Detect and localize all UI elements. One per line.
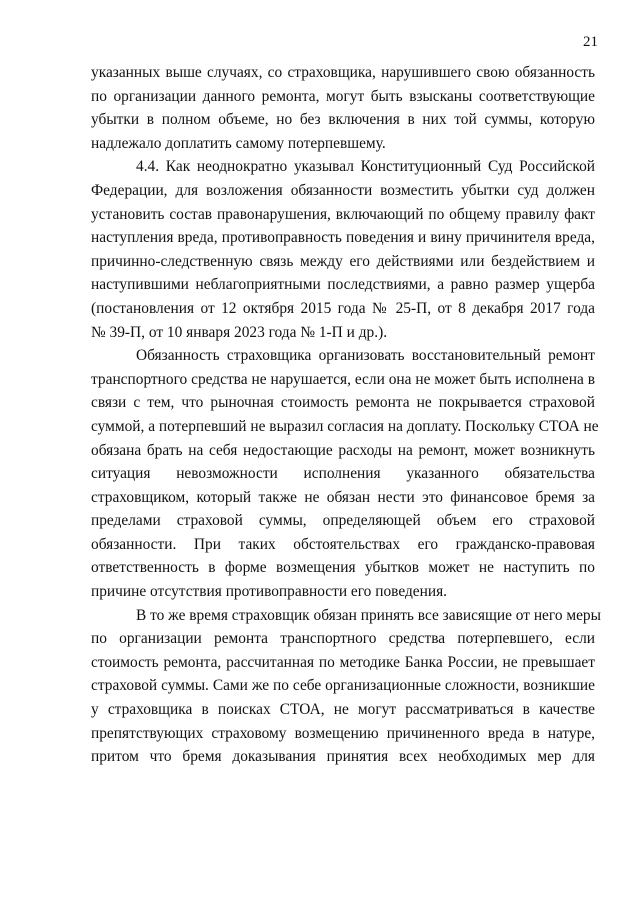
text-line: ответственность в форме возмещения убытков может не наступить по [91,559,595,577]
text-line: обязана брать на себя недостающие расходы на ремонт, может возникнуть [91,441,595,459]
text-line: у страховщика в поисках СТОА, не могут рассматриваться в качестве [91,701,595,719]
paragraph [91,61,595,155]
page-number: 21 [583,34,598,50]
text-line: пределами страховой суммы, определяющей объем его страховой [91,512,595,530]
text-line: обязанности. При таких обстоятельствах его гражданско-правовая [91,535,595,553]
text-line: № 39-П, от 10 января 2023 года № 1-П и др.). [91,323,388,341]
paragraph [91,344,599,604]
text-line: по организации ремонта транспортного средства потерпевшего, если [91,630,595,648]
text-line: по организации данного ремонта, могут быть взысканы соответствующие [91,87,595,105]
text-line: притом что бремя доказывания принятия всех необходимых мер для [91,748,595,766]
text-line: (постановления от 12 октября 2015 года № 25-П, от 8 декабря 2017 года [91,299,595,317]
text-line: суммой, а потерпевший не выразил согласия на доплату. Поскольку СТОА не [91,417,599,435]
text-line: Федерации, для возложения обязанности возместить убытки суд должен [91,181,595,199]
text-line: указанных выше случаях, со страховщика, нарушившего свою обязанность [91,64,595,81]
text-line: установить состав правонарушения, включающий по общему правилу факт [91,205,595,223]
text-line: Обязанность страховщика организовать восстановительный ремонт [136,347,595,365]
text-line: стоимость ремонта, рассчитанная по методике Банка России, не превышает [91,653,595,671]
text-line: связи с тем, что рыночная стоимость ремонта не покрывается страховой [91,394,595,412]
text-line: ситуация невозможности исполнения указанного обязательства [91,465,595,483]
paragraph [91,604,601,769]
text-line: В то же время страховщик обязан принять все зависящие от него меры [136,606,601,624]
text-line: убытки в полном объеме, но без включения в них той суммы, которую [91,111,595,129]
document-body [91,61,601,769]
text-line: надлежало доплатить самому потерпевшему. [91,134,386,152]
text-line: причинно-следственную связь между его действиями или бездействием и [91,252,595,270]
text-line: транспортного средства не нарушается, если она не может быть исполнена в [91,370,595,388]
text-line: страховщиком, который также не обязан нести это финансовое бремя за [91,488,595,506]
text-line: наступления вреда, противоправность поведения и вину причинителя вреда, [91,229,595,247]
text-line: 4.4. Как неоднократно указывал Конституционный Суд Российской [136,158,595,176]
text-line: страховой суммы. Сами же по себе организационные сложности, возникшие [91,677,595,695]
text-line: препятствующих страховому возмещению причиненного вреда в натуре, [91,724,595,742]
text-line: наступившими неблагоприятными последствиями, а равно размер ущерба [91,276,595,294]
paragraph [91,155,595,344]
text-line: причине отсутствия противоправности его поведения. [91,583,448,601]
